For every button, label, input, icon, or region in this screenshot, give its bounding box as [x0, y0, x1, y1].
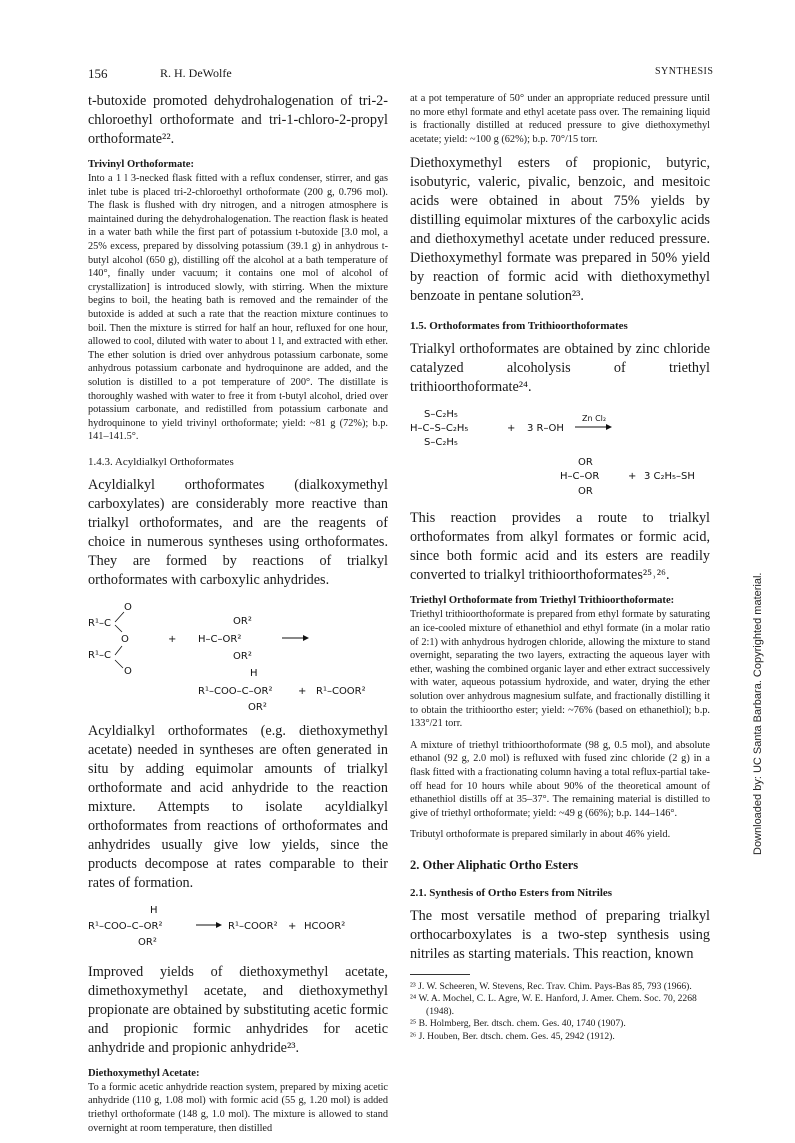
- paragraph: The most versatile method of preparing trialkyl orthocarboxylates is a two-step synthesis using nitriles as starting materials. This reaction, known: [410, 907, 710, 962]
- procedure-text: To a formic acetic anhydride reaction system, prepared by mixing acetic anhydride (110 g, 1.08 mol) with formic acid (55 g, 1.20 mol) is added triethyl orthoformate (148 g, 1.0 mol). The mixture is allowed to stand overnight at room temperature, then distilled: [88, 1081, 388, 1134]
- section-heading: 2.1. Synthesis of Ortho Esters from Nitriles: [410, 886, 613, 899]
- procedure-heading: Triethyl Orthoformate from Triethyl Trithioorthoformate:: [410, 595, 675, 607]
- scheme-formate: HCOOR²: [304, 920, 346, 932]
- svg-text:S–C₂H₅: S–C₂H₅: [424, 437, 458, 449]
- page-number: 156: [88, 66, 108, 81]
- procedure-heading: Trivinyl Orthoformate:: [88, 159, 195, 170]
- svg-text:+: +: [298, 685, 307, 697]
- section-heading: 1.4.3. Acyldialkyl Orthoformates: [88, 455, 234, 468]
- scheme-ortho-product: H–C–OR: [560, 471, 600, 483]
- svg-text:O: O: [124, 665, 132, 677]
- procedure-text: Tributyl orthoformate is prepared similarly in about 46% yield.: [410, 829, 671, 841]
- scheme-r1co-bottom: R¹–C: [88, 649, 111, 661]
- svg-text:OR: OR: [578, 486, 593, 498]
- procedure-text: A mixture of triethyl trithioorthoformate (98 g, 0.5 mol), and absolute ethanol (92 g, 2.0 mol) is refluxed with fused zinc chloride (2 g) in a flask fitted with a fractionating column having a total reflux-partial take-off head for 10 hours while about 90% of the theoretical amount of ethanethiol distills off at 35–37°. The remaining material is distilled to give of triethyl orthoformate; yield: ~49 g (66%); b.p. 144–146°.: [410, 739, 710, 819]
- running-author: R. H. DeWolfe: [160, 66, 232, 80]
- scheme-product-h: H: [250, 667, 258, 679]
- svg-text:R¹–COO–C–OR²: R¹–COO–C–OR²: [88, 920, 163, 932]
- svg-text:+: +: [507, 423, 516, 435]
- svg-text:OR: OR: [578, 457, 593, 469]
- paragraph: Acyldialkyl orthoformates (e.g. diethoxymethyl acetate) needed in syntheses are often generated in situ by adding equimolar amounts of trialkyl orthoformate and acid anhydride to the reaction mixture. Attempts to isolate acyldialkyl orthoformates from reactions of orthoformates and anhydrides usually give low yields, since the products decompose at rates comparable to their rates of formation.: [88, 722, 388, 891]
- decomposition-scheme: [88, 903, 388, 951]
- footnote: ²⁴ W. A. Mochel, C. L. Agre, W. E. Hanford, J. Amer. Chem. Soc. 70, 2268 (1948).: [410, 993, 697, 1017]
- paragraph: t-butoxide promoted dehydrohalogenation of tri-2-chloroethyl orthoformate and tri-1-chloro-2-propyl orthoformate²².: [88, 93, 388, 147]
- procedure-text: Triethyl trithioorthoformate is prepared from ethyl formate by saturating an ice-cooled mixture of ethanethiol and ethyl formate (in a molar ratio of 2:1) with anhydrous hydrogen chloride, allowing the mixture to stand overnight, separating the two layers, extracting the aqueous layer with ether, washing the combined organic layer and ether extract successively with water, aqueous potassium hydroxide, and water, drying the ether solution over anhydrous magnesium sulfate, and fractionally distilling it to obtain the trithioortho ester; yield: ~76% (based on ethanethiol); b.p. 133°/21 torr.: [410, 609, 710, 730]
- svg-text:OR²: OR²: [138, 936, 157, 948]
- procedure-text: Into a 1 l 3-necked flask fitted with a reflux condenser, stirrer, and gas inlet tube is placed tri-2-chloroethyl orthoformate (200 g, 0.796 mol). The flask is flushed with dry nitrogen, and a nitrogen atmosphere is maintained during the dehydrohalogenation. The reaction flask is heated in a water bath while the first part of potassium t-butoxide [3.0 mol, a 25% excess, prepared by dissolving potassium (39.1 g) in anhydrous t-butyl alcohol (650 g), distilling off the alcohol at a bath temperature of 140°, finally under vacuum; it contains one mol of alcohol of crystallization] is introduced slowly, with stirring. When the mixture begins to boil, the heating bath is removed and the remainder of the butoxide is added at such a rate that the reaction mixture continues to boil. Then the mixture is stirred for half an hour, refluxed for one hour, allowed to cool, diluted with water to about 1 l, and extracted with ether. The ether solution is dried over anhydrous potassium carbonate, some anhydrous potassium carbonate and hydroquinone are added, and the solution is distilled to a pot temperature of 200°. The distillate is thoroughly washed with water to free it from t-butyl alcohol, dried over potassium carbonate, and redistilled from potassium carbonate and hydroquinone to yield trivinyl orthoformate; yield: ~81 g (72%); b.p. 141–141.5°.: [88, 173, 388, 443]
- svg-text:R¹–COOR²: R¹–COOR²: [228, 920, 278, 932]
- scheme-product1: R¹–COO–C–OR²: [198, 685, 273, 697]
- paragraph: Improved yields of diethoxymethyl acetate, dimethoxymethyl acetate, and diethoxymethyl propionate are obtained by substituting acetic formic and propionic formic anhydrides for acetic anhydride and propionic anhydride²³.: [88, 963, 388, 1056]
- footnote: ²³ J. W. Scheeren, W. Stevens, Rec. Trav. Chim. Pays-Bas 85, 793 (1966).: [410, 980, 692, 992]
- scheme-orthoformate: H–C–OR²: [198, 633, 242, 645]
- svg-text:S–C₂H₅: S–C₂H₅: [424, 409, 458, 421]
- svg-text:O: O: [124, 601, 132, 613]
- svg-text:H: H: [150, 904, 158, 916]
- paragraph: Acyldialkyl orthoformates (dialkoxymethyl carboxylates) are considerably more reactive than trialkyl orthoformates, and are the reagents of choice in numerous syntheses using orthoformates. They are formed by reactions of trialkyl orthoformates with carboxylic anhydrides.: [88, 476, 388, 588]
- left-column: [88, 92, 388, 1143]
- scheme-product-or2: OR²: [248, 701, 267, 712]
- scheme-alcohol: 3 R–OH: [527, 423, 564, 435]
- procedure-text: at a pot temperature of 50° under an appropriate reduced pressure until no more ethyl formate and ethyl acetate pass over. The remaining liquid is fractionally distilled at reduced pressure to give diethoxymethyl acetate; yield: ~100 g (62%); b.p. 70°/15 torr.: [410, 93, 710, 145]
- svg-text:+: +: [288, 920, 297, 932]
- footnote: ²⁵ B. Holmberg, Ber. dtsch. chem. Ges. 40, 1740 (1907).: [410, 1018, 626, 1030]
- footnote-rule: [410, 974, 470, 975]
- scheme-or2-top: OR²: [233, 615, 252, 627]
- anhydride-reaction-scheme: [88, 600, 388, 712]
- thio-alcoholysis-scheme: [410, 407, 710, 501]
- section-heading: 1.5. Orthoformates from Trithioorthoformates: [410, 320, 628, 333]
- right-column: [410, 92, 710, 1043]
- scheme-product2: R¹–COOR²: [316, 685, 366, 697]
- paragraph: This reaction provides a route to trialkyl orthoformates from alkyl formates or formic acid, since both formic acid and its esters are readily converted to trialkyl trithioorthoformates²⁵˒²⁶.: [410, 510, 710, 584]
- scheme-r1co-top: R¹–C: [88, 617, 111, 629]
- scheme-or2-bottom: OR²: [233, 650, 252, 662]
- scheme-ethanethiol: 3 C₂H₅–SH: [644, 471, 695, 483]
- paragraph: Trialkyl orthoformates are obtained by zinc chloride catalyzed alcoholysis of triethyl trithioorthoformate²⁴.: [410, 341, 710, 396]
- svg-text:+: +: [628, 471, 637, 483]
- running-title: SYNTHESIS: [655, 66, 714, 77]
- download-notice: Downloaded by: UC Santa Barbara. Copyrighted material.: [752, 572, 764, 855]
- svg-text:O: O: [121, 633, 129, 645]
- plus-sign: +: [168, 633, 177, 645]
- scheme-catalyst: Zn Cl₂: [582, 414, 607, 424]
- footnote: ²⁶ J. Houben, Ber. dtsch. chem. Ges. 45, 2942 (1912).: [410, 1030, 615, 1042]
- paragraph: Diethoxymethyl esters of propionic, butyric, isobutyric, valeric, pivalic, benzoic, and mesitoic acids were obtained in about 75% yields by distilling equimolar mixtures of the carboxylic acids and diethoxymethyl acetate under reduced pressure. Diethoxymethyl formate was prepared in 50% yield by reaction of formic acid with diethoxymethyl benzoate in pentane solution²³.: [410, 155, 710, 305]
- section-heading: 2. Other Aliphatic Ortho Esters: [410, 857, 579, 872]
- scheme-thio-reactant: H–C–S–C₂H₅: [410, 423, 469, 435]
- procedure-heading: Diethoxymethyl Acetate:: [88, 1067, 200, 1079]
